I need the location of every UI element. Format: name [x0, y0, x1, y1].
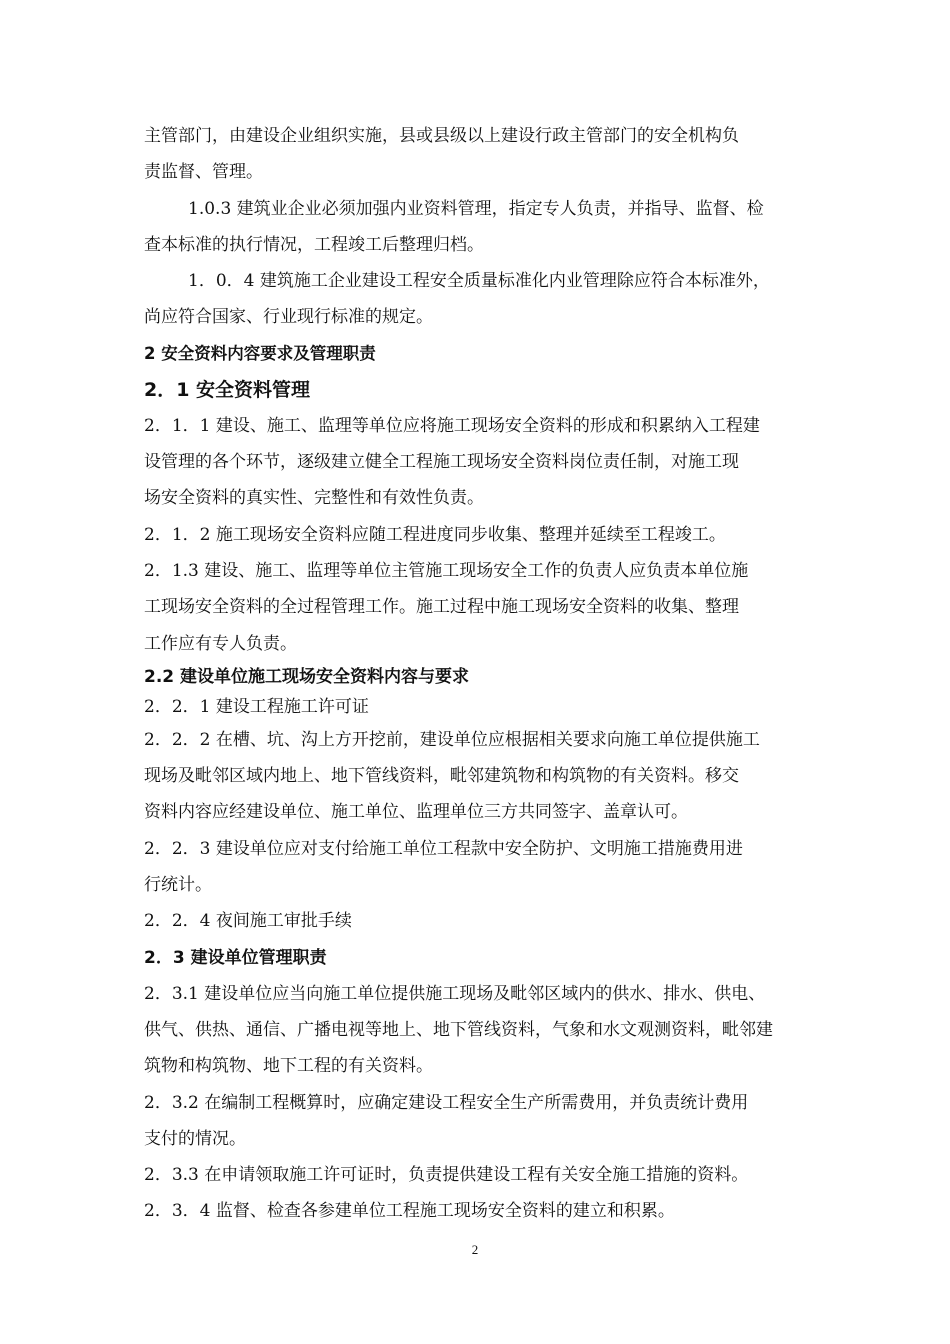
paragraph-line: 尚应符合国家、行业现行标准的规定。 — [144, 307, 433, 328]
paragraph-line: 筑物和构筑物、地下工程的有关资料。 — [144, 1056, 433, 1077]
clause-2-2-3: 2．2．3 建设单位应对支付给施工单位工程款中安全防护、文明施工措施费用进 — [144, 838, 743, 859]
paragraph-line: 场安全资料的真实性、完整性和有效性负责。 — [144, 488, 484, 509]
clause-2-1-1: 2．1．1 建设、施工、监理等单位应将施工现场安全资料的形成和积累纳入工程建 — [144, 415, 760, 436]
clause-2-2-2: 2．2．2 在槽、坑、沟上方开挖前，建设单位应根据相关要求向施工单位提供施工 — [144, 729, 760, 750]
clause-1-0-3: 1.0.3 建筑业企业必须加强内业资料管理，指定专人负责，并指导、监督、检 — [188, 198, 764, 219]
paragraph-line: 责监督、管理。 — [144, 162, 263, 183]
paragraph-line: 资料内容应经建设单位、施工单位、监理单位三方共同签字、盖章认可。 — [144, 802, 688, 823]
paragraph-line: 主管部门，由建设企业组织实施，县或县级以上建设行政主管部门的安全机构负 — [144, 126, 739, 146]
paragraph-line: 工现场安全资料的全过程管理工作。施工过程中施工现场安全资料的收集、整理 — [144, 597, 739, 618]
clause-2-2-1: 2．2．1 建设工程施工许可证 — [144, 696, 369, 717]
paragraph-line: 查本标准的执行情况，工程竣工后整理归档。 — [144, 234, 484, 255]
section-heading-2: 2 安全资料内容要求及管理职责 — [144, 343, 376, 363]
paragraph-line: 支付的情况。 — [144, 1128, 246, 1149]
clause-2-2-4: 2．2．4 夜间施工审批手续 — [144, 911, 352, 932]
clause-2-3-2: 2．3.2 在编制工程概算时，应确定建设工程安全生产所需费用，并负责统计费用 — [144, 1092, 749, 1113]
paragraph-line: 现场及毗邻区域内地上、地下管线资料，毗邻建筑物和构筑物的有关资料。移交 — [144, 766, 739, 787]
section-heading-2-3: 2．3 建设单位管理职责 — [144, 947, 327, 968]
page-number: 2 — [471, 1242, 479, 1257]
paragraph-line: 行统计。 — [144, 875, 212, 896]
paragraph-line: 设管理的各个环节，逐级建立健全工程施工现场安全资料岗位责任制，对施工现 — [144, 452, 739, 473]
clause-1-0-4: 1．0．4 建筑施工企业建设工程安全质量标准化内业管理除应符合本标准外， — [188, 271, 770, 292]
clause-2-3-1: 2．3.1 建设单位应当向施工单位提供施工现场及毗邻区域内的供水、排水、供电、 — [144, 983, 766, 1004]
clause-2-1-2: 2．1．2 施工现场安全资料应随工程进度同步收集、整理并延续至工程竣工。 — [144, 524, 726, 545]
section-heading-2-1: 2．1 安全资料管理 — [144, 378, 311, 401]
clause-2-1-3: 2．1.3 建设、施工、监理等单位主管施工现场安全工作的负责人应负责本单位施 — [144, 560, 749, 581]
paragraph-line: 供气、供热、通信、广播电视等地上、地下管线资料，气象和水文观测资料，毗邻建 — [144, 1019, 773, 1040]
section-heading-2-2: 2.2 建设单位施工现场安全资料内容与要求 — [144, 666, 470, 687]
clause-2-3-4: 2．3．4 监督、检查各参建单位工程施工现场安全资料的建立和积累。 — [144, 1201, 675, 1222]
clause-2-3-3: 2．3.3 在申请领取施工许可证时，负责提供建设工程有关安全施工措施的资料。 — [144, 1165, 749, 1186]
document-body — [144, 118, 824, 1230]
paragraph-line: 工作应有专人负责。 — [144, 633, 297, 654]
